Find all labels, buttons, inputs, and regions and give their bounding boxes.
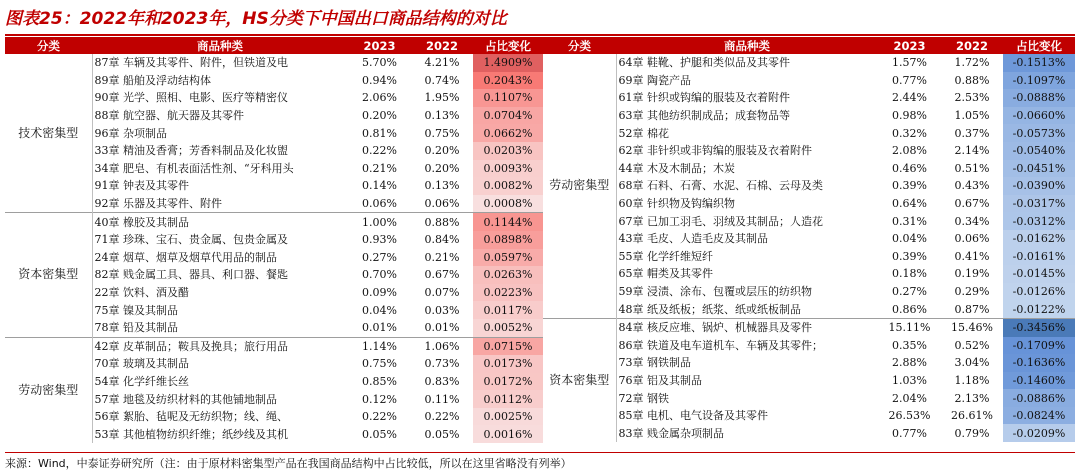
share-2022-cell: 0.83% [424,374,460,388]
header-change: 占比变化 [1003,37,1075,54]
share-2022-cell: 0.52% [954,338,990,352]
share-2022-cell: 0.43% [954,179,990,193]
share-2023-cell: 0.20% [362,109,397,123]
share-2022-cell: 0.03% [424,303,460,317]
change-cell: -0.0886% [1003,389,1075,407]
table-row [543,89,1075,107]
share-2022-cell: 1.72% [954,56,990,70]
product-cell: 75章 镍及其制品 [94,303,178,317]
table-row [543,300,1075,318]
product-cell: 71章 珍珠、宝石、贵金属、包贵金属及 [94,233,288,247]
share-2023-cell: 0.31% [892,214,927,228]
change-cell: -0.1709% [1003,337,1075,355]
header-product: 商品种类 [92,37,348,54]
change-cell: -0.1513% [1003,54,1075,72]
share-2022-cell: 0.51% [954,161,990,175]
product-cell: 89章 船舶及浮动结构体 [94,73,211,87]
product-cell: 40章 橡胶及其制品 [92,213,348,231]
header-change: 占比变化 [473,37,543,54]
share-2022-cell: 2.14% [954,144,990,158]
table-row [543,142,1075,160]
share-2022-cell: 1.18% [954,373,990,387]
change-cell: -0.0390% [1003,177,1075,195]
product-cell: 85章 电机、电气设备及其零件 [618,409,768,423]
share-2022-cell: 0.22% [424,410,460,424]
header-product: 商品种类 [616,37,878,54]
product-cell: 55章 化学纤维短纤 [618,249,713,263]
table-row [543,212,1075,230]
product-cell: 61章 针织或钩编的服装及衣着附件 [618,91,790,105]
share-2023-cell: 0.12% [362,392,397,406]
product-cell: 96章 杂项制品 [94,126,167,140]
share-2023-cell: 5.70% [362,56,397,70]
product-cell: 33章 精油及香膏；芳香料制品及化妆盥 [94,144,288,158]
share-2023-cell: 0.27% [892,285,927,299]
table-row [5,54,543,72]
share-2023-cell: 15.11% [878,318,941,336]
change-cell: -0.0145% [1003,265,1075,283]
share-2022-cell: 1.05% [954,109,990,123]
share-2023-cell: 0.75% [362,357,397,371]
product-cell: 68章 石料、石膏、水泥、石棉、云母及类 [618,179,823,193]
product-cell: 88章 航空器、航天器及其零件 [94,109,244,123]
change-cell: -0.0162% [1003,230,1075,248]
share-2022-cell: 0.06% [954,232,990,246]
share-2023-cell: 0.06% [362,197,397,211]
share-2022-cell: 0.07% [424,286,460,300]
product-cell: 54章 化学纤维长丝 [94,374,189,388]
change-cell: -0.0317% [1003,195,1075,213]
share-2023-cell: 0.85% [362,374,397,388]
product-cell: 76章 铝及其制品 [618,373,702,387]
product-cell: 87章 车辆及其零件、附件，但铁道及电 [94,56,288,70]
header-2022: 2022 [411,37,473,54]
table-row [543,372,1075,390]
table-row [543,337,1075,355]
figure-title: 图表25：2022年和2023年，HS分类下中国出口商品结构的对比 [5,9,507,29]
group-label: 资本密集型 [543,318,616,442]
product-cell: 59章 浸渍、涂布、包覆或层压的纺织物 [618,285,812,299]
product-cell: 60章 针织物及钩编织物 [618,197,735,211]
table-row [543,407,1075,425]
change-cell: 0.0597% [473,249,543,267]
share-2022-cell: 0.75% [424,126,460,140]
product-cell: 82章 贱金属工具、器具、利口器、餐匙 [94,268,288,282]
table-row [543,230,1075,248]
share-2023-cell: 0.22% [362,410,397,424]
share-2022-cell: 0.21% [424,250,460,264]
share-2022-cell: 0.34% [954,214,990,228]
table-row [543,265,1075,283]
change-cell: -0.0824% [1003,407,1075,425]
share-2022-cell: 0.20% [424,161,460,175]
share-2023-cell: 0.94% [362,73,397,87]
share-2022-cell: 0.05% [424,427,460,441]
share-2022-cell: 0.29% [954,285,990,299]
change-cell: -0.0888% [1003,89,1075,107]
share-2022-cell: 1.95% [424,91,460,105]
header-2023: 2023 [348,37,411,54]
product-cell: 92章 乐器及其零件、附件 [94,197,222,211]
header-group: 分类 [5,37,92,54]
change-cell: 0.0173% [473,355,543,373]
share-2023-cell: 26.53% [888,409,931,423]
share-2022-cell: 3.04% [954,356,990,370]
change-cell: 0.0203% [473,142,543,160]
product-cell: 78章 铅及其制品 [94,321,178,335]
product-cell: 69章 陶瓷产品 [618,73,691,87]
change-cell: -0.1460% [1003,372,1075,390]
product-cell: 22章 饮料、酒及醋 [94,286,189,300]
change-cell: 0.0263% [473,266,543,284]
share-2023-cell: 0.77% [892,426,927,440]
table-row [543,107,1075,125]
share-2022-cell: 4.21% [424,56,460,70]
change-cell: 0.0082% [473,177,543,195]
share-2022-cell: 1.06% [411,337,473,355]
table-row [543,177,1075,195]
product-cell: 72章 钢铁 [618,391,669,405]
product-cell: 67章 已加工羽毛、羽绒及其制品；人造花 [618,214,823,228]
table-row [543,389,1075,407]
change-cell: 0.0172% [473,373,543,391]
table-row [5,337,543,355]
share-2022-cell: 0.01% [424,321,460,335]
change-cell: 0.0662% [473,124,543,142]
product-cell: 90章 光学、照相、电影、医疗等精密仪 [94,91,288,105]
share-2022-cell: 0.79% [954,426,990,440]
table-row [543,160,1075,178]
share-2022-cell: 2.53% [954,91,990,105]
source-note: 来源：Wind，中泰证券研究所（注：由于原材料密集型产品在我国商品结构中占比较低，所以在这里省略没有列举） [5,457,572,470]
share-2023-cell: 0.04% [892,232,927,246]
change-cell: -0.3456% [1003,318,1075,336]
change-cell: 0.2043% [473,72,543,90]
product-cell: 65章 帽类及其零件 [618,267,713,281]
table-row [543,124,1075,142]
product-cell: 86章 铁道及电车道机车、车辆及其零件； [618,338,823,352]
table-row [543,354,1075,372]
share-2023-cell: 0.39% [892,179,927,193]
table-row [5,213,543,231]
share-2022-cell: 0.67% [954,197,990,211]
right-table-body [543,54,1075,442]
change-cell: 0.0008% [473,195,543,213]
share-2023-cell: 0.22% [362,144,397,158]
change-cell: -0.0209% [1003,424,1075,442]
share-2023-cell: 2.08% [892,144,927,158]
change-cell: 0.0704% [473,107,543,125]
share-2022-cell: 0.88% [411,213,473,231]
change-cell: 0.0112% [473,390,543,408]
left-table-body [5,54,543,443]
share-2023-cell: 0.01% [362,321,397,335]
share-2023-cell: 1.14% [348,337,411,355]
share-2023-cell: 1.57% [892,56,927,70]
change-cell: -0.1097% [1003,72,1075,90]
share-2023-cell: 0.86% [892,302,927,316]
group-label: 劳动密集型 [543,54,616,318]
share-2022-cell: 0.13% [424,179,460,193]
share-2023-cell: 0.93% [362,233,397,247]
product-cell: 83章 贱金属杂项制品 [618,426,724,440]
change-cell: -0.0122% [1003,300,1075,318]
change-cell: 0.0223% [473,284,543,302]
share-2022-cell: 15.46% [941,318,1003,336]
share-2022-cell: 0.67% [424,268,460,282]
product-cell: 56章 絮胎、毡呢及无纺织物；线、绳、 [94,410,288,424]
product-cell: 44章 木及木制品；木炭 [618,161,735,175]
change-cell: 0.1107% [473,89,543,107]
share-2023-cell: 0.46% [892,161,927,175]
change-cell: 0.0025% [473,408,543,426]
share-2023-cell: 0.35% [892,338,927,352]
product-cell: 73章 钢铁制品 [618,356,691,370]
change-cell: -0.0126% [1003,283,1075,301]
change-cell: 0.0898% [473,231,543,249]
share-2023-cell: 2.44% [892,91,927,105]
group-label: 资本密集型 [5,213,92,337]
product-cell: 42章 皮革制品；鞍具及挽具；旅行用品 [92,337,348,355]
source-rule [5,452,1075,453]
share-2023-cell: 1.00% [348,213,411,231]
change-cell: 0.0715% [473,337,543,355]
product-cell: 91章 钟表及其零件 [94,179,189,193]
table-row [543,195,1075,213]
left-table [5,37,543,443]
share-2022-cell: 0.73% [424,357,460,371]
product-cell: 63章 其他纺织制成品；成套物品等 [618,109,790,123]
share-2023-cell: 1.03% [892,373,927,387]
product-cell: 57章 地毯及纺织材料的其他铺地制品 [94,392,277,406]
share-2022-cell: 0.41% [954,249,990,263]
product-cell: 24章 烟草、烟草及烟草代用品的制品 [94,250,277,264]
share-2022-cell: 0.19% [954,267,990,281]
share-2023-cell: 0.39% [892,249,927,263]
product-cell: 84章 核反应堆、锅炉、机械器具及零件 [616,318,878,336]
share-2023-cell: 0.98% [892,109,927,123]
share-2023-cell: 2.88% [892,356,927,370]
share-2023-cell: 2.06% [362,91,397,105]
share-2023-cell: 0.32% [892,126,927,140]
table-row [543,424,1075,442]
share-2023-cell: 0.14% [362,179,397,193]
share-2023-cell: 0.27% [362,250,397,264]
change-cell: -0.0540% [1003,142,1075,160]
group-label: 技术密集型 [5,54,92,213]
share-2022-cell: 0.84% [424,233,460,247]
product-cell: 62章 非针织或非钩编的服装及衣着附件 [618,144,812,158]
header-group: 分类 [543,37,616,54]
share-2022-cell: 0.87% [954,302,990,316]
product-cell: 64章 鞋靴、护腿和类似品及其零件 [618,56,790,70]
share-2023-cell: 0.18% [892,267,927,281]
left-header-row [5,37,543,54]
product-cell: 48章 纸及纸板；纸浆、纸或纸板制品 [618,302,801,316]
change-cell: -0.0573% [1003,124,1075,142]
product-cell: 53章 其他植物纺织纤维；纸纱线及其机 [94,427,288,441]
change-cell: -0.0660% [1003,107,1075,125]
table-row [543,318,1075,336]
table-row [543,283,1075,301]
change-cell: -0.0161% [1003,248,1075,266]
share-2022-cell: 0.88% [954,73,990,87]
header-2023: 2023 [878,37,941,54]
table-row [543,248,1075,266]
change-cell: -0.1636% [1003,354,1075,372]
change-cell: 0.0016% [473,425,543,443]
share-2022-cell: 26.61% [951,409,993,423]
change-cell: -0.0451% [1003,160,1075,178]
share-2022-cell: 0.11% [424,392,460,406]
header-2022: 2022 [941,37,1003,54]
product-cell: 43章 毛皮、人造毛皮及其制品 [618,232,768,246]
share-2023-cell: 0.05% [362,427,397,441]
share-2022-cell: 0.06% [424,197,460,211]
product-cell: 52章 棉花 [618,126,669,140]
change-cell: -0.0312% [1003,212,1075,230]
product-cell: 70章 玻璃及其制品 [94,357,189,371]
change-cell: 0.0052% [473,319,543,337]
title-rule [5,34,1075,36]
table-row [543,72,1075,90]
share-2022-cell: 2.13% [954,391,990,405]
share-2023-cell: 0.09% [362,286,397,300]
group-label: 劳动密集型 [5,337,92,443]
right-table [543,37,1075,442]
share-2022-cell: 0.20% [424,144,460,158]
share-2023-cell: 2.04% [892,391,927,405]
share-2023-cell: 0.81% [362,126,397,140]
change-cell: 0.1144% [473,213,543,231]
share-2023-cell: 0.21% [362,161,397,175]
change-cell: 0.0117% [473,301,543,319]
share-2022-cell: 0.13% [424,109,460,123]
change-cell: 1.4909% [473,54,543,72]
product-cell: 34章 肥皂、有机表面活性剂、“牙科用头 [94,161,294,175]
share-2022-cell: 0.74% [424,73,460,87]
share-2023-cell: 0.04% [362,303,397,317]
change-cell: 0.0093% [473,160,543,178]
table-row [543,54,1075,72]
share-2022-cell: 0.37% [954,126,990,140]
share-2023-cell: 0.77% [892,73,927,87]
share-2023-cell: 0.64% [892,197,927,211]
share-2023-cell: 0.70% [362,268,397,282]
right-header-row [543,37,1075,54]
